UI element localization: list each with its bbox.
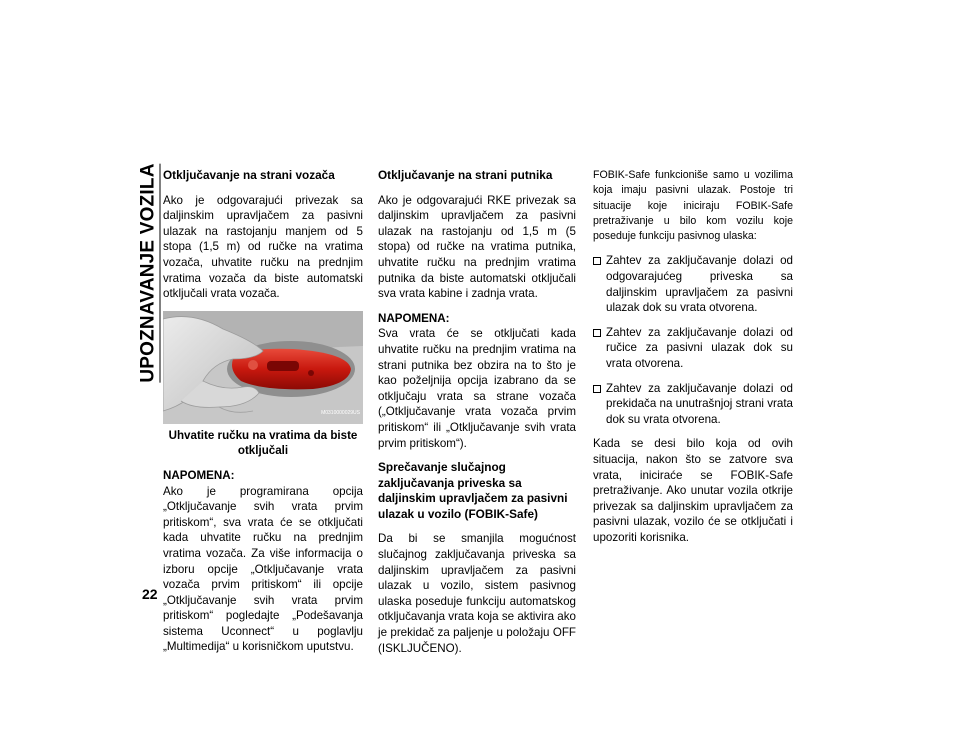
column-1	[163, 168, 363, 664]
section-heading-passenger-unlock: Otključavanje na strani putnika	[378, 168, 553, 182]
fobik-safe-text: Da bi se smanjila mogućnost slučajnog zaključavanja priveska sa daljinskim upravljačem za pasivni ulazak u vozilo, sistem pasivnog ulaska poseduje funkciju automatskog otključavanja vrata koja se aktivira ako je prekidač za paljenje u položaju OFF (ISKLJUČENO).	[378, 532, 576, 655]
note-title: NAPOMENA:	[163, 468, 235, 482]
column-3	[593, 168, 793, 555]
list-item: Zahtev za zaključavanje dolazi od ručice za pasivni ulazak dok su vrata otvorena.	[593, 325, 793, 372]
fobik-safe-intro: FOBIK-Safe funkcioniše samo u vozilima koja imaju pasivni ulazak. Postoje tri situacije koje iniciraju FOBIK-Safe pretraživanje u bilo kom vozilu koje poseduje funkciju pasivnog ulaska:	[593, 169, 793, 243]
figure-caption: Uhvatite ručku na vratima da biste otključali	[168, 428, 358, 458]
chapter-side-title	[137, 162, 160, 383]
chapter-title-text: UPOZNAVANJE VOZILA	[137, 162, 159, 383]
note-title: NAPOMENA:	[378, 311, 450, 325]
section-heading-fobik-safe: Sprečavanje slučajnog zaključavanja priveska sa daljinskim upravljačem za pasivni ulazak u vozilo (FOBIK-Safe)	[378, 460, 568, 521]
driver-unlock-text: Ako je odgovarajući privezak sa daljinskim upravljačem za pasivni ulazak na rastojanju manjem od 5 stopa (1,5 m) od ručke na vratima vozača, uhvatite ručku na prednjim vratima vozača da biste automatski otključali vrata vozača.	[163, 193, 363, 301]
figure-code: M0310000029US	[321, 410, 360, 417]
list-item: Zahtev za zaključavanje dolazi od odgovarajućeg priveska sa daljinskim upravljačem za pasivni ulazak dok su vrata otvorena.	[593, 253, 793, 315]
passenger-unlock-text: Ako je odgovarajući RKE privezak sa daljinskim upravljačem za pasivni ulazak na rastojanju od 1,5 m (5 stopa) od ručke na vratima putnika, uhvatite ručku na prednjim vratima putnika da biste automatski otključali sva vrata kabine i zadnja vrata.	[378, 193, 576, 301]
checkbox-bullet-icon	[593, 385, 601, 393]
door-handle-figure	[163, 311, 363, 424]
note-text: Sva vrata će se otključati kada uhvatite ručku na prednjim vratima na strani putnika bez obzira na to što je kao poželjnija opcija izabrano da se otključaju vrata sa strane vozača („Otključavanje vrata vozača prvim pritiskom“ ili „Otključavanje svih vrata prvim pritiskom“).	[378, 327, 576, 450]
column-2	[378, 168, 576, 665]
list-item: Zahtev za zaključavanje dolazi od prekidača na unutrašnjoj strani vrata dok su vrata otvorena.	[593, 381, 793, 428]
checkbox-bullet-icon	[593, 257, 601, 265]
checkbox-bullet-icon	[593, 329, 601, 337]
situation-list	[593, 253, 793, 427]
fobik-safe-outro: Kada se desi bilo koja od ovih situacija, nakon što se zatvore sva vrata, iniciraće se FOBIK-Safe pretraživanje. Ako unutar vozila otkrije privezak sa daljinskim upravljačem za pasivni ulazak, vozilo će se otključati i upozoriti korisnika.	[593, 437, 793, 544]
page-number: 22	[142, 586, 158, 602]
note-text: Ako je programirana opcija „Otključavanje svih vrata prvim pritiskom“, sva vrata će se otključati kada uhvatite ručku na prednjim vratima vozača. Za više informacija o izboru opcije „Otključavanje vrata vozača prvim pritiskom“ ili opcije „Otključavanje svih vrata prvim pritiskom“ pogledajte „Podešavanja sistema Uconnect“ u poglavlju „Multimedija“ u korisničkom uputstvu.	[163, 484, 363, 654]
section-heading-driver-unlock: Otključavanje na strani vozača	[163, 168, 335, 182]
